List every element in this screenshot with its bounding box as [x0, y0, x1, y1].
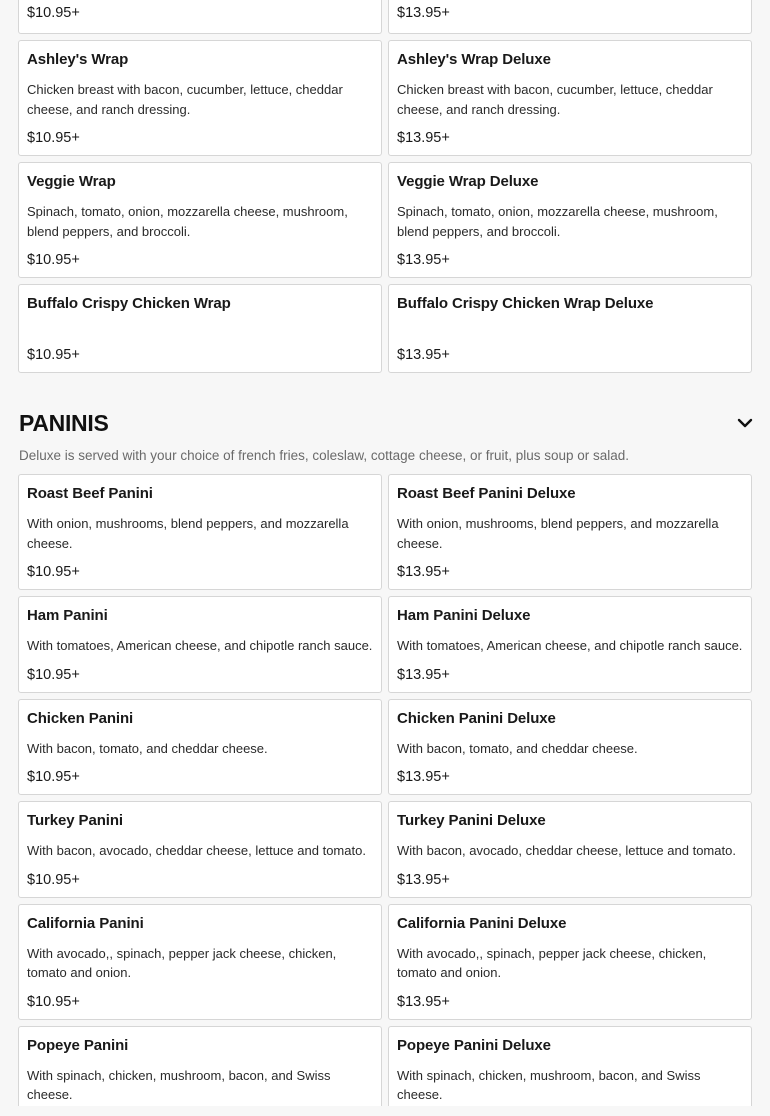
item-price: $13.95+ — [397, 130, 450, 146]
item-name: Buffalo Crispy Chicken Wrap Deluxe — [397, 295, 654, 312]
menu-item-card[interactable] — [18, 40, 382, 156]
item-name: Ashley's Wrap — [27, 51, 129, 68]
menu-item-card[interactable] — [388, 40, 752, 156]
item-description: With bacon, tomato, and cheddar cheese. — [397, 740, 638, 756]
menu-item-card[interactable] — [388, 699, 752, 796]
item-price: $13.95+ — [397, 252, 450, 268]
item-name: Veggie Wrap — [27, 173, 116, 190]
menu-item-card[interactable] — [18, 1026, 382, 1106]
menu-item-card[interactable] — [18, 596, 382, 693]
item-description: With bacon, avocado, cheddar cheese, lettuce and tomato. — [27, 843, 366, 858]
menu-item-card[interactable] — [18, 162, 382, 278]
item-description: With onion, mushrooms, blend peppers, and mozzarella cheese. — [27, 516, 349, 551]
item-name: Ashley's Wrap Deluxe — [397, 51, 551, 68]
item-description: With tomatoes, American cheese, and chipotle ranch sauce. — [27, 638, 373, 653]
item-price: $13.95+ — [397, 347, 450, 363]
item-name: Popeye Panini — [27, 1036, 129, 1054]
item-name: Ham Panini — [27, 607, 108, 624]
item-description: Spinach, tomato, onion, mozzarella cheese, mushroom, blend peppers, and broccoli. — [397, 204, 718, 239]
menu-item-card[interactable] — [388, 284, 752, 373]
menu-item-card[interactable] — [388, 904, 752, 1020]
item-description: With onion, mushrooms, blend peppers, and mozzarella cheese. — [397, 516, 719, 551]
menu-item-card[interactable] — [388, 474, 752, 590]
wraps-partial-grid — [18, 0, 752, 34]
item-price: $10.95+ — [27, 564, 80, 580]
item-name: Chicken Panini Deluxe — [397, 709, 556, 727]
item-name: Veggie Wrap Deluxe — [397, 173, 539, 190]
item-price: $13.95+ — [397, 871, 450, 888]
item-price: $13.95+ — [397, 5, 450, 21]
item-name: Turkey Panini Deluxe — [397, 812, 546, 829]
item-description: With spinach, chicken, mushroom, bacon, and Swiss cheese. — [27, 1067, 331, 1102]
item-name: Ham Panini Deluxe — [397, 607, 531, 624]
item-price: $13.95+ — [397, 993, 450, 1010]
item-description: With bacon, tomato, and cheddar cheese. — [27, 740, 268, 756]
menu-item-card[interactable] — [18, 284, 382, 373]
item-name: California Panini — [27, 914, 144, 932]
menu-item-card[interactable] — [18, 904, 382, 1020]
menu-item-card[interactable] — [388, 162, 752, 278]
item-price: $10.95+ — [27, 252, 80, 268]
section-subtitle: Deluxe is served with your choice of french fries, coleslaw, cottage cheese, or fruit, plus soup or salad. — [19, 448, 630, 463]
menu-item-card[interactable] — [388, 801, 752, 898]
item-description: With avocado,, spinach, pepper jack cheese, chicken, tomato and onion. — [27, 945, 337, 980]
item-price: $13.95+ — [397, 564, 450, 580]
item-price: $13.95+ — [397, 666, 450, 683]
menu-item-card[interactable] — [18, 474, 382, 590]
menu-item-card[interactable] — [18, 0, 382, 34]
item-price: $10.95+ — [27, 666, 80, 683]
menu-item-card[interactable] — [388, 0, 752, 34]
item-price: $10.95+ — [27, 993, 80, 1010]
scrollbar[interactable] — [764, 0, 770, 1116]
item-price: $10.95+ — [27, 769, 80, 785]
item-description: With avocado,, spinach, pepper jack cheese, chicken, tomato and onion. — [397, 945, 707, 980]
item-name: Buffalo Crispy Chicken Wrap — [27, 295, 231, 312]
wraps-grid — [18, 40, 752, 373]
item-description: Spinach, tomato, onion, mozzarella cheese, mushroom, blend peppers, and broccoli. — [27, 204, 348, 239]
item-price: $10.95+ — [27, 347, 80, 363]
item-description: Chicken breast with bacon, cucumber, lettuce, cheddar cheese, and ranch dressing. — [27, 82, 343, 117]
item-name: Roast Beef Panini — [27, 485, 153, 502]
paninis-grid — [18, 474, 752, 1106]
item-name: Chicken Panini — [27, 709, 134, 727]
menu-item-card[interactable] — [18, 699, 382, 796]
item-description: With bacon, avocado, cheddar cheese, lettuce and tomato. — [397, 843, 736, 858]
item-price: $13.95+ — [397, 769, 450, 785]
chevron-down-icon[interactable] — [736, 414, 754, 432]
item-name: Roast Beef Panini Deluxe — [397, 485, 576, 502]
item-price: $10.95+ — [27, 871, 80, 888]
item-name: Turkey Panini — [27, 812, 123, 829]
section-header[interactable] — [19, 406, 754, 440]
menu-item-card[interactable] — [388, 1026, 752, 1106]
section-title: PANINIS — [19, 409, 109, 436]
item-description: Chicken breast with bacon, cucumber, lettuce, cheddar cheese, and ranch dressing. — [397, 82, 713, 117]
item-name: California Panini Deluxe — [397, 914, 567, 932]
menu-item-card[interactable] — [18, 801, 382, 898]
item-price: $10.95+ — [27, 130, 80, 146]
menu-item-card[interactable] — [388, 596, 752, 693]
item-name: Popeye Panini Deluxe — [397, 1036, 551, 1054]
item-description: With tomatoes, American cheese, and chipotle ranch sauce. — [397, 638, 743, 653]
item-price: $10.95+ — [27, 5, 80, 21]
item-description: With spinach, chicken, mushroom, bacon, and Swiss cheese. — [397, 1067, 701, 1102]
